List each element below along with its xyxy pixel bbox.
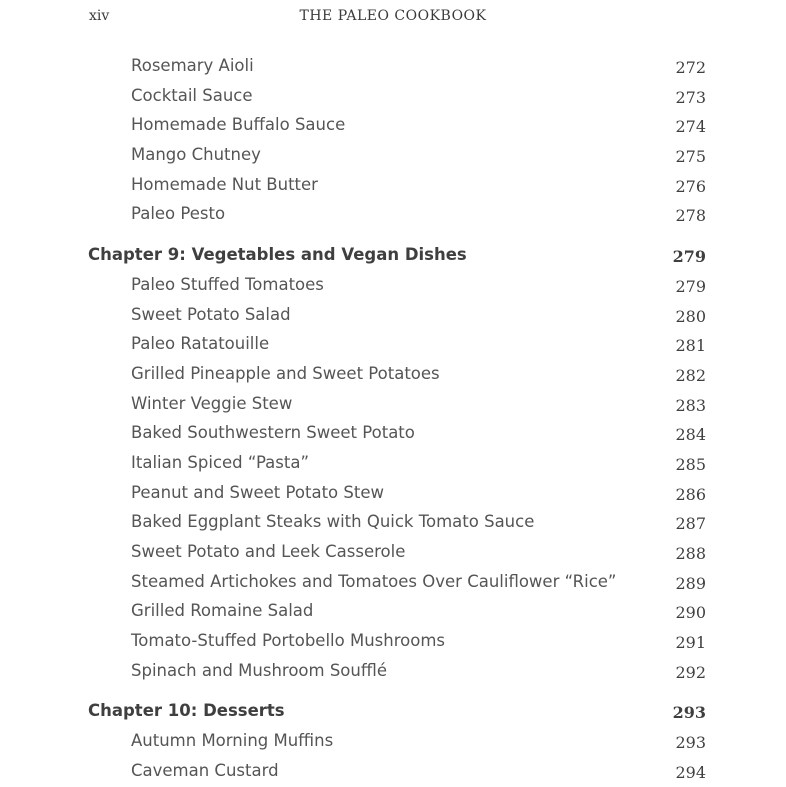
toc-entry (0, 360, 786, 390)
toc-entry-title: Italian Spiced “Pasta” (131, 452, 309, 472)
toc-entry (0, 727, 786, 757)
toc-entry-title: Mango Chutney (131, 145, 261, 165)
toc-entry-title: Homemade Buffalo Sauce (131, 115, 346, 135)
toc-entry-page: 284 (675, 425, 706, 445)
toc-entry-page: 288 (675, 544, 706, 563)
toc-entry-title: Sweet Potato and Leek Casserole (131, 542, 406, 561)
toc-entry-page: 279 (675, 276, 706, 296)
toc-entry (0, 627, 786, 657)
toc-entry-page: 272 (675, 58, 706, 77)
toc-entry (0, 419, 786, 449)
toc-entry (0, 449, 786, 479)
toc-entry (0, 200, 786, 230)
toc-entry-title: Paleo Stuffed Tomatoes (131, 274, 324, 294)
toc-entry-page: 280 (675, 306, 706, 326)
toc-entry-page: 273 (675, 87, 706, 107)
toc-entry-page: 290 (675, 603, 706, 623)
toc-entry (0, 82, 786, 112)
toc-entry (0, 757, 786, 787)
toc-entry (0, 568, 786, 598)
toc-entry-title: Baked Southwestern Sweet Potato (131, 423, 415, 443)
toc-entry-title: Paleo Ratatouille (131, 334, 270, 354)
toc-entry-title: Peanut and Sweet Potato Stew (131, 482, 384, 502)
toc-entry (0, 301, 786, 331)
toc-entry-title: Rosemary Aioli (131, 56, 254, 75)
toc-entry-title: Tomato-Stuffed Portobello Mushrooms (131, 631, 445, 651)
toc-entry-title: Paleo Pesto (131, 204, 226, 224)
toc-entry-page: 274 (675, 117, 706, 137)
toc-entry (0, 390, 786, 420)
chapter-title: Chapter 9: Vegetables and Vegan Dishes (88, 245, 467, 265)
toc-entry-page: 291 (675, 633, 706, 653)
toc-entry-page: 286 (675, 484, 706, 504)
toc-entry-page: 282 (675, 365, 706, 385)
chapter-page: 279 (672, 247, 706, 267)
toc-entry (0, 330, 786, 360)
toc-entry-title: Winter Veggie Stew (131, 393, 293, 413)
chapter-heading-9 (0, 241, 786, 271)
toc-entry-page: 285 (675, 454, 706, 474)
toc-entry-title: Baked Eggplant Steaks with Quick Tomato Sauce (131, 512, 535, 532)
chapter-title: Chapter 10: Desserts (88, 701, 285, 721)
toc-entry (0, 271, 786, 301)
running-title: THE PALEO COOKBOOK (299, 8, 487, 24)
table-of-contents (0, 52, 786, 787)
toc-entry (0, 508, 786, 538)
toc-entry-page: 292 (675, 662, 706, 682)
toc-entry-title: Autumn Morning Muffins (131, 731, 334, 751)
toc-entry-page: 281 (675, 336, 706, 356)
page-folio: xiv (89, 8, 110, 24)
toc-entry-page: 294 (675, 762, 706, 782)
toc-entry-page: 278 (675, 206, 706, 226)
toc-entry-title: Homemade Nut Butter (131, 174, 318, 194)
toc-entry (0, 597, 786, 627)
toc-entry-title: Sweet Potato Salad (131, 304, 291, 324)
toc-entry (0, 538, 786, 568)
chapter-page: 293 (672, 703, 706, 723)
toc-entry-page: 287 (675, 514, 706, 534)
toc-entry (0, 479, 786, 509)
toc-entry (0, 111, 786, 141)
toc-entry (0, 52, 786, 82)
toc-entry-title: Steamed Artichokes and Tomatoes Over Cauliflower “Rice” (131, 571, 617, 591)
toc-entry-page: 275 (675, 147, 706, 167)
toc-entry-page: 276 (675, 176, 706, 196)
toc-entry-title: Grilled Romaine Salad (131, 601, 314, 621)
toc-entry (0, 657, 786, 687)
toc-entry-title: Cocktail Sauce (131, 85, 253, 105)
toc-entry-page: 283 (675, 395, 706, 415)
toc-entry-page: 293 (675, 733, 706, 753)
toc-entry-title: Grilled Pineapple and Sweet Potatoes (131, 363, 440, 383)
toc-entry (0, 141, 786, 171)
running-header (0, 6, 786, 28)
toc-entry-title: Spinach and Mushroom Soufflé (131, 660, 387, 680)
toc-entry-page: 289 (675, 573, 706, 593)
chapter-heading-10 (0, 697, 786, 727)
toc-entry-title: Caveman Custard (131, 760, 279, 780)
toc-entry (0, 171, 786, 201)
